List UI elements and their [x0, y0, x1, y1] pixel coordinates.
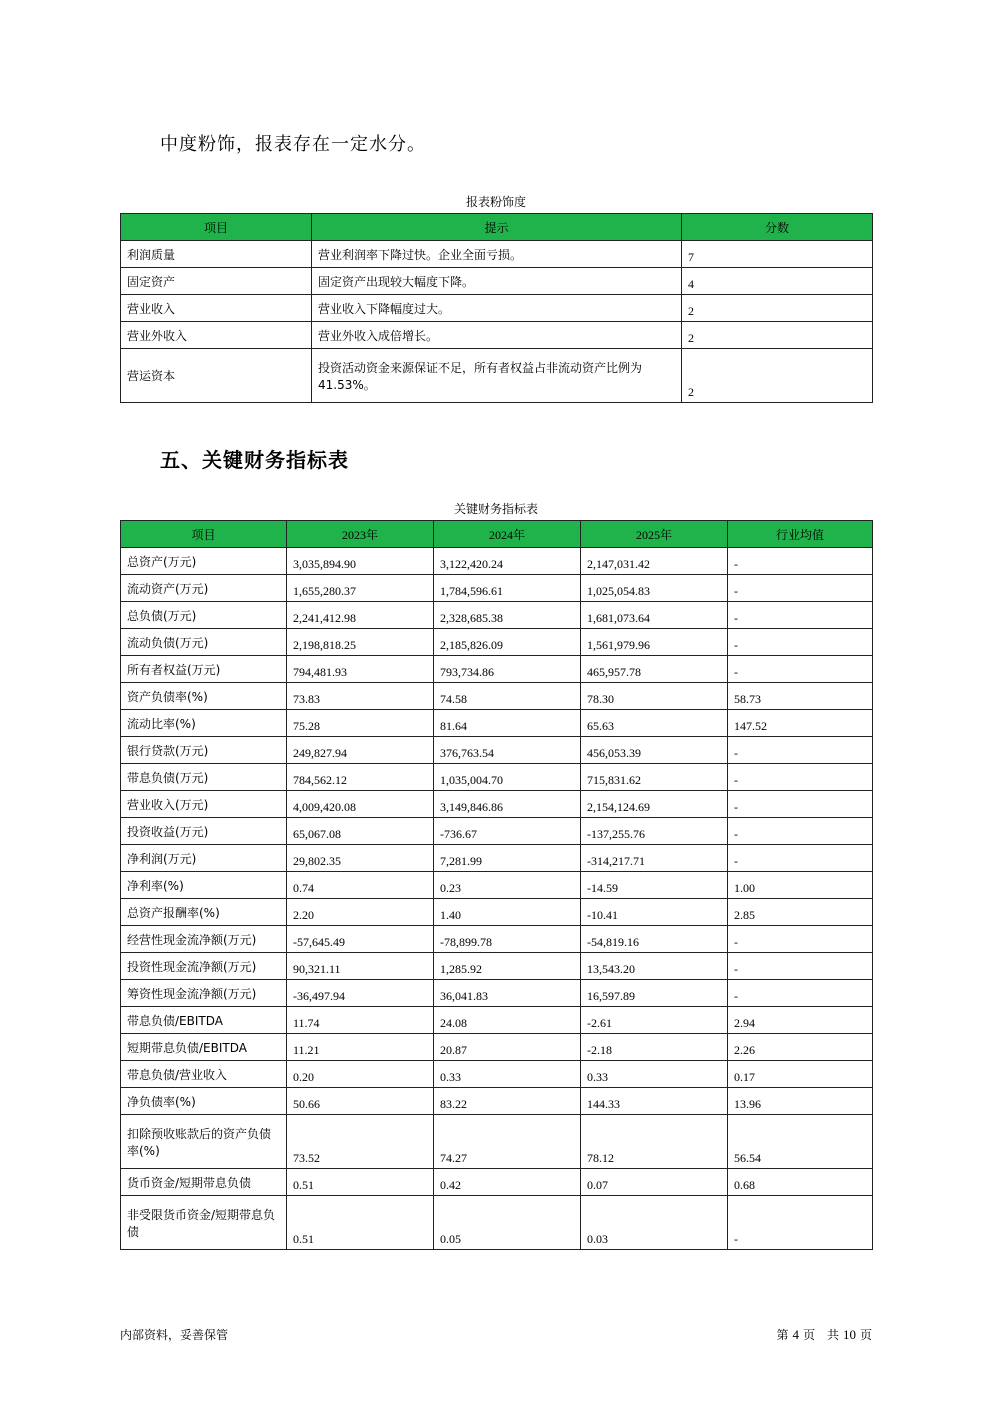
- table-cell: 总资产(万元): [121, 548, 287, 575]
- table-cell: 74.58: [434, 683, 581, 710]
- table-cell: 营业外收入: [121, 322, 312, 349]
- table-cell: 78.30: [581, 683, 728, 710]
- page-current: 4: [792, 1327, 799, 1342]
- table-cell: 0.42: [434, 1169, 581, 1196]
- table-cell: 78.12: [581, 1115, 728, 1169]
- table-cell: 1.40: [434, 899, 581, 926]
- table-cell: 73.52: [287, 1115, 434, 1169]
- table-cell: -: [728, 548, 873, 575]
- table-cell: 营运资本: [121, 349, 312, 403]
- table-cell: -: [728, 764, 873, 791]
- table-cell: 非受限货币资金/短期带息负债: [121, 1196, 287, 1250]
- table-cell: 固定资产: [121, 268, 312, 295]
- table-cell: 0.05: [434, 1196, 581, 1250]
- table-cell: 74.27: [434, 1115, 581, 1169]
- table-cell: -2.18: [581, 1034, 728, 1061]
- table-cell: -36,497.94: [287, 980, 434, 1007]
- table-row: [121, 899, 873, 926]
- table-cell: -: [728, 656, 873, 683]
- table-cell: 0.17: [728, 1061, 873, 1088]
- column-header: 分数: [682, 214, 873, 241]
- page-total: 10: [842, 1327, 856, 1342]
- table-row: [121, 926, 873, 953]
- table-row: [121, 1007, 873, 1034]
- table-cell: 筹资性现金流净额(万元): [121, 980, 287, 1007]
- table-cell: 固定资产出现较大幅度下降。: [312, 268, 682, 295]
- table-header-row: [121, 521, 873, 548]
- table-cell: -137,255.76: [581, 818, 728, 845]
- column-header: 行业均值: [728, 521, 873, 548]
- table-cell: 0.68: [728, 1169, 873, 1196]
- table-cell: -: [728, 1196, 873, 1250]
- table-cell: -: [728, 791, 873, 818]
- table-cell: 短期带息负债/EBITDA: [121, 1034, 287, 1061]
- table-cell: 3,035,894.90: [287, 548, 434, 575]
- table-cell: 货币资金/短期带息负债: [121, 1169, 287, 1196]
- table-cell: -78,899.78: [434, 926, 581, 953]
- table-cell: 81.64: [434, 710, 581, 737]
- table-cell: 3,122,420.24: [434, 548, 581, 575]
- table-cell: -57,645.49: [287, 926, 434, 953]
- table-row: [121, 737, 873, 764]
- table-cell: 带息负债(万元): [121, 764, 287, 791]
- table-cell: 2,198,818.25: [287, 629, 434, 656]
- column-header: 2024年: [434, 521, 581, 548]
- table-cell: 13,543.20: [581, 953, 728, 980]
- table-cell: 0.20: [287, 1061, 434, 1088]
- column-header: 提示: [312, 214, 682, 241]
- table-cell: -: [728, 845, 873, 872]
- table-row: [121, 1088, 873, 1115]
- table-cell: 带息负债/营业收入: [121, 1061, 287, 1088]
- table-cell: -14.59: [581, 872, 728, 899]
- table-cell: -314,217.71: [581, 845, 728, 872]
- table-cell: 4: [682, 268, 873, 295]
- table-cell: 715,831.62: [581, 764, 728, 791]
- table-cell: -2.61: [581, 1007, 728, 1034]
- footer-page-number: [776, 1326, 872, 1343]
- table-cell: 总资产报酬率(%): [121, 899, 287, 926]
- table-cell: 56.54: [728, 1115, 873, 1169]
- table-cell: 147.52: [728, 710, 873, 737]
- table-cell: 13.96: [728, 1088, 873, 1115]
- table-cell: 65,067.08: [287, 818, 434, 845]
- key-financial-indicators-table: [120, 520, 873, 1250]
- table-row: [121, 268, 873, 295]
- table-cell: 1,681,073.64: [581, 602, 728, 629]
- section-heading: 五、关键财务指标表: [160, 448, 349, 472]
- table-cell: -: [728, 980, 873, 1007]
- table-cell: 144.33: [581, 1088, 728, 1115]
- table-cell: 456,053.39: [581, 737, 728, 764]
- table-cell: 20.87: [434, 1034, 581, 1061]
- table-cell: 1,035,004.70: [434, 764, 581, 791]
- table-cell: -: [728, 818, 873, 845]
- table-cell: 0.74: [287, 872, 434, 899]
- table-cell: -: [728, 737, 873, 764]
- table-cell: 7: [682, 241, 873, 268]
- table-row: [121, 980, 873, 1007]
- table-cell: 7,281.99: [434, 845, 581, 872]
- table-cell: 营业外收入成倍增长。: [312, 322, 682, 349]
- table-cell: 2,147,031.42: [581, 548, 728, 575]
- table-cell: 投资收益(万元): [121, 818, 287, 845]
- table-cell: 784,562.12: [287, 764, 434, 791]
- table-row: [121, 845, 873, 872]
- table-row: [121, 683, 873, 710]
- table-row: [121, 710, 873, 737]
- table-row: [121, 575, 873, 602]
- table-cell: -: [728, 953, 873, 980]
- table-header-row: [121, 214, 873, 241]
- table-cell: 2.94: [728, 1007, 873, 1034]
- table-cell: 4,009,420.08: [287, 791, 434, 818]
- table-cell: 24.08: [434, 1007, 581, 1034]
- table-cell: 资产负债率(%): [121, 683, 287, 710]
- table-row: [121, 791, 873, 818]
- table-cell: 0.23: [434, 872, 581, 899]
- table-cell: -: [728, 926, 873, 953]
- table-cell: 11.74: [287, 1007, 434, 1034]
- table-cell: 2.85: [728, 899, 873, 926]
- table-cell: 带息负债/EBITDA: [121, 1007, 287, 1034]
- table-cell: 58.73: [728, 683, 873, 710]
- table-cell: 794,481.93: [287, 656, 434, 683]
- table-cell: -736.67: [434, 818, 581, 845]
- table-cell: 银行贷款(万元): [121, 737, 287, 764]
- table-cell: 36,041.83: [434, 980, 581, 1007]
- column-header: 项目: [121, 214, 312, 241]
- column-header: 项目: [121, 521, 287, 548]
- table-cell: 1,655,280.37: [287, 575, 434, 602]
- table-cell: 2,241,412.98: [287, 602, 434, 629]
- table-cell: 营业收入(万元): [121, 791, 287, 818]
- whitewash-table: [120, 213, 873, 403]
- table-cell: 所有者权益(万元): [121, 656, 287, 683]
- table-cell: 利润质量: [121, 241, 312, 268]
- table-cell: 2,154,124.69: [581, 791, 728, 818]
- table-row: [121, 1115, 873, 1169]
- table-row: [121, 1196, 873, 1250]
- table2-caption: 关键财务指标表: [453, 502, 538, 516]
- table-cell: 投资性现金流净额(万元): [121, 953, 287, 980]
- table-cell: 793,734.86: [434, 656, 581, 683]
- table-cell: 0.51: [287, 1169, 434, 1196]
- table-cell: 2: [682, 295, 873, 322]
- table-cell: 投资活动资金来源保证不足，所有者权益占非流动资产比例为41.53%。: [312, 349, 682, 403]
- table-cell: 16,597.89: [581, 980, 728, 1007]
- table-cell: 0.51: [287, 1196, 434, 1250]
- table-cell: 1,784,596.61: [434, 575, 581, 602]
- table-row: [121, 1034, 873, 1061]
- table-cell: 83.22: [434, 1088, 581, 1115]
- table-cell: -: [728, 602, 873, 629]
- table-cell: -: [728, 629, 873, 656]
- table-cell: 465,957.78: [581, 656, 728, 683]
- column-header: 2025年: [581, 521, 728, 548]
- table-cell: 经营性现金流净额(万元): [121, 926, 287, 953]
- table-row: [121, 656, 873, 683]
- table-row: [121, 322, 873, 349]
- table-row: [121, 872, 873, 899]
- intro-paragraph: 中度粉饰，报表存在一定水分。: [160, 134, 426, 155]
- table-row: [121, 241, 873, 268]
- table1-caption: 报表粉饰度: [465, 195, 526, 209]
- page-mid: 页 共: [802, 1328, 839, 1342]
- table-cell: 净利润(万元): [121, 845, 287, 872]
- table-cell: 11.21: [287, 1034, 434, 1061]
- page-suffix: 页: [859, 1328, 872, 1342]
- table-cell: 90,321.11: [287, 953, 434, 980]
- table-cell: 2,185,826.09: [434, 629, 581, 656]
- table-cell: 249,827.94: [287, 737, 434, 764]
- table-cell: 净利率(%): [121, 872, 287, 899]
- table-cell: 营业收入: [121, 295, 312, 322]
- table-cell: -54,819.16: [581, 926, 728, 953]
- table-cell: 2,328,685.38: [434, 602, 581, 629]
- table-cell: 0.07: [581, 1169, 728, 1196]
- table-cell: 净负债率(%): [121, 1088, 287, 1115]
- table-row: [121, 602, 873, 629]
- table-cell: 0.33: [434, 1061, 581, 1088]
- table-row: [121, 548, 873, 575]
- table-cell: 29,802.35: [287, 845, 434, 872]
- table-cell: 2: [682, 322, 873, 349]
- table-cell: 总负债(万元): [121, 602, 287, 629]
- table-row: [121, 629, 873, 656]
- table-cell: -: [728, 575, 873, 602]
- column-header: 2023年: [287, 521, 434, 548]
- table-cell: 1,025,054.83: [581, 575, 728, 602]
- table-cell: 50.66: [287, 1088, 434, 1115]
- table-cell: 营业收入下降幅度过大。: [312, 295, 682, 322]
- table-row: [121, 1169, 873, 1196]
- table-cell: 流动负债(万元): [121, 629, 287, 656]
- table-cell: -10.41: [581, 899, 728, 926]
- table-cell: 2.26: [728, 1034, 873, 1061]
- table-cell: 73.83: [287, 683, 434, 710]
- table-cell: 2: [682, 349, 873, 403]
- table-row: [121, 953, 873, 980]
- table-cell: 营业利润率下降过快。企业全面亏损。: [312, 241, 682, 268]
- table-cell: 扣除预收账款后的资产负债率(%): [121, 1115, 287, 1169]
- table-cell: 65.63: [581, 710, 728, 737]
- page-prefix: 第: [776, 1328, 789, 1342]
- table-row: [121, 1061, 873, 1088]
- table-cell: 1,285.92: [434, 953, 581, 980]
- table-cell: 2.20: [287, 899, 434, 926]
- table-cell: 376,763.54: [434, 737, 581, 764]
- table-row: [121, 818, 873, 845]
- table-cell: 75.28: [287, 710, 434, 737]
- table-cell: 1.00: [728, 872, 873, 899]
- table-cell: 流动比率(%): [121, 710, 287, 737]
- table-cell: 0.33: [581, 1061, 728, 1088]
- table-cell: 流动资产(万元): [121, 575, 287, 602]
- footer-confidential-note: 内部资料，妥善保管: [120, 1328, 229, 1342]
- table-cell: 3,149,846.86: [434, 791, 581, 818]
- table-row: [121, 349, 873, 403]
- table-cell: 0.03: [581, 1196, 728, 1250]
- table-row: [121, 295, 873, 322]
- table-cell: 1,561,979.96: [581, 629, 728, 656]
- table-row: [121, 764, 873, 791]
